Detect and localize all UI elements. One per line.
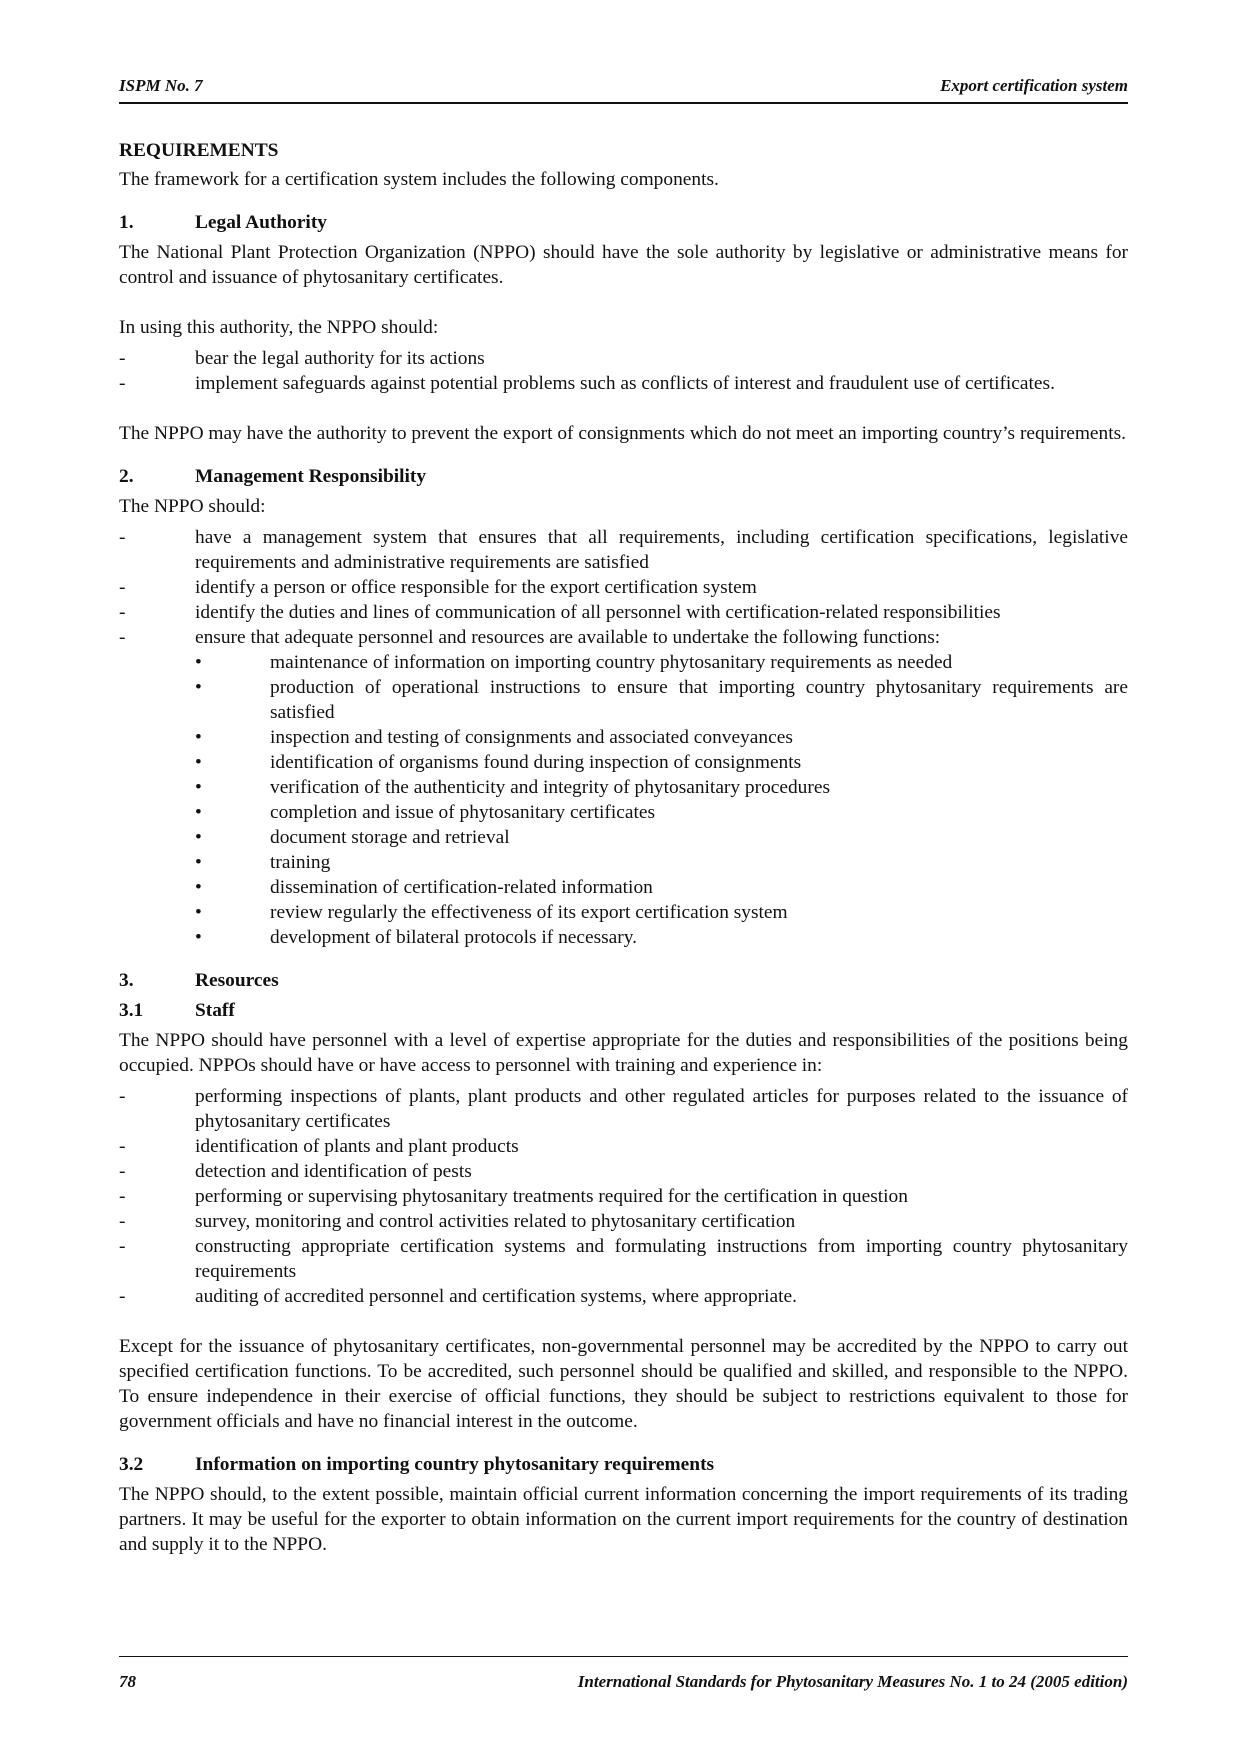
section-number: 3.2 — [119, 1454, 144, 1475]
section-title: Management Responsibility — [195, 466, 427, 487]
list-item: - implement safeguards against potential problems such as conflicts of interest and fraudulent use of certificates. — [119, 371, 1128, 396]
section-title: Legal Authority — [195, 212, 327, 233]
bullet-item: • development of bilateral protocols if necessary. — [195, 925, 1128, 950]
list-item: - survey, monitoring and control activities related to phytosanitary certification — [119, 1209, 1128, 1234]
list-item — [119, 625, 1128, 950]
section-3-2-heading — [119, 1452, 1128, 1477]
section-1-heading — [119, 210, 1128, 235]
header-rule — [119, 102, 1128, 104]
requirements-heading: REQUIREMENTS — [119, 140, 279, 161]
legal-authority-export-paragraph: The NPPO may have the authority to prevent the export of consignments which do not meet an importing country’s requirements. — [119, 423, 1127, 444]
accreditation-paragraph: Except for the issuance of phytosanitary certificates, non-governmental personnel may be accredited by the NPPO to carry out specified certification functions. To be accredited, such personnel should be qualified and skilled, and responsible to the NPPO. To ensure independence in their exercise of official functions, they should be subject to restrictions equivalent to those for government officials and have no financial interest in the outcome. — [119, 1336, 1128, 1432]
list-item: - performing or supervising phytosanitary treatments required for the certification in question — [119, 1184, 1128, 1209]
bullet-item: • inspection and testing of consignments and associated conveyances — [195, 725, 1128, 750]
section-number: 3.1 — [119, 1000, 144, 1021]
list-item: - performing inspections of plants, plant products and other regulated articles for purposes related to the issuance of phytosanitary certificates — [119, 1084, 1128, 1134]
bullet-item: • review regularly the effectiveness of its export certification system — [195, 900, 1128, 925]
staff-intro: The NPPO should have personnel with a level of expertise appropriate for the duties and responsibilities of the positions being occupied. NPPOs should have or have access to personnel with training and experience in: — [119, 1030, 1128, 1076]
legal-authority-list — [119, 346, 1128, 396]
header-standard-number: ISPM No. 7 — [119, 76, 203, 95]
header-section-title: Export certification system — [940, 76, 1128, 95]
footer-rule — [119, 1656, 1128, 1657]
bullet-item: • completion and issue of phytosanitary certificates — [195, 800, 1128, 825]
section-number: 2. — [119, 466, 134, 487]
section-number: 1. — [119, 212, 134, 233]
section-3-heading — [119, 968, 1128, 993]
staff-list — [119, 1084, 1128, 1309]
list-item: - constructing appropriate certification systems and formulating instructions from importing country phytosanitary requirements — [119, 1234, 1128, 1284]
bullet-item: • dissemination of certification-related information — [195, 875, 1128, 900]
document-body — [119, 138, 1128, 1557]
management-list — [119, 525, 1128, 950]
list-item: - identification of plants and plant products — [119, 1134, 1128, 1159]
management-lead-in: The NPPO should: — [119, 496, 266, 517]
section-title: Information on importing country phytosanitary requirements — [195, 1454, 715, 1475]
section-title: Staff — [195, 1000, 235, 1021]
bullet-item: • verification of the authenticity and integrity of phytosanitary procedures — [195, 775, 1128, 800]
import-requirements-paragraph: The NPPO should, to the extent possible, maintain official current information concerning the import requirements of its trading partners. It may be useful for the exporter to obtain information on the current import requirements for the country of destination and supply it to the NPPO. — [119, 1484, 1128, 1555]
list-item: - identify the duties and lines of communication of all personnel with certification-related responsibilities — [119, 600, 1128, 625]
list-item: - bear the legal authority for its actions — [119, 346, 1128, 371]
page-number: 78 — [119, 1672, 136, 1691]
list-item: - auditing of accredited personnel and certification systems, where appropriate. — [119, 1284, 1128, 1309]
section-2-heading — [119, 464, 1128, 489]
list-item: - detection and identification of pests — [119, 1159, 1128, 1184]
bullet-item: • identification of organisms found during inspection of consignments — [195, 750, 1128, 775]
legal-authority-paragraph: The National Plant Protection Organization (NPPO) should have the sole authority by legislative or administrative means for control and issuance of phytosanitary certificates. — [119, 242, 1128, 288]
section-3-1-heading — [119, 998, 1128, 1023]
legal-authority-lead-in: In using this authority, the NPPO should: — [119, 317, 439, 338]
list-item: - identify a person or office responsible for the export certification system — [119, 575, 1128, 600]
bullet-item: • maintenance of information on importing country phytosanitary requirements as needed — [195, 650, 1128, 675]
list-item-text: ensure that adequate personnel and resources are available to undertake the following functions: — [195, 627, 941, 648]
requirements-intro: The framework for a certification system includes the following components. — [119, 169, 719, 190]
list-item: - have a management system that ensures that all requirements, including certification specifications, legislative requirements and administrative requirements are satisfied — [119, 525, 1128, 575]
functions-list — [195, 650, 1128, 950]
bullet-item: • document storage and retrieval — [195, 825, 1128, 850]
section-title: Resources — [195, 970, 279, 991]
section-number: 3. — [119, 970, 134, 991]
footer-publication-title: International Standards for Phytosanitary Measures No. 1 to 24 (2005 edition) — [577, 1672, 1128, 1691]
bullet-item: • training — [195, 850, 1128, 875]
bullet-item: • production of operational instructions to ensure that importing country phytosanitary requirements are satisfied — [195, 675, 1128, 725]
